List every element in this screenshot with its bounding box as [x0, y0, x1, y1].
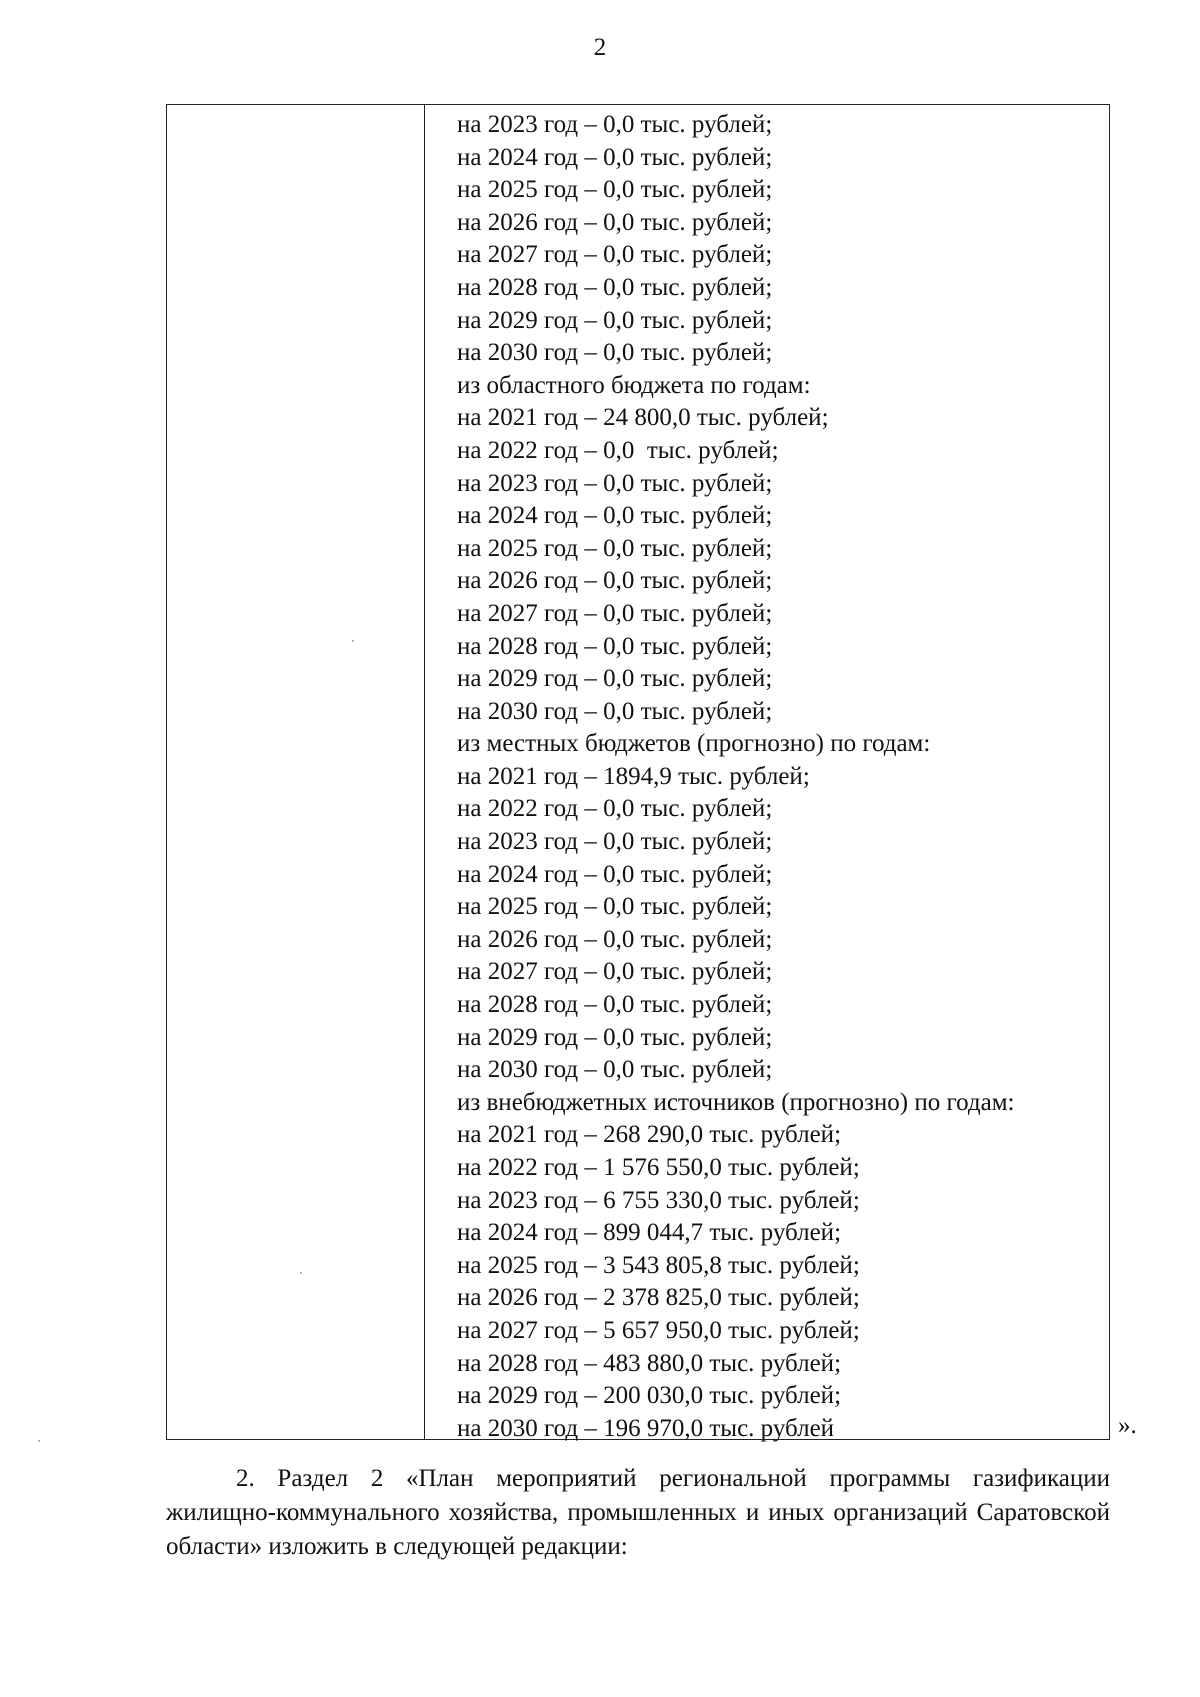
- table-line: на 2027 год – 0,0 тыс. рублей;: [457, 958, 773, 986]
- table-line: на 2023 год – 0,0 тыс. рублей;: [457, 469, 773, 497]
- table-line: на 2025 год – 0,0 тыс. рублей;: [457, 534, 773, 562]
- table-line: на 2021 год – 1894,9 тыс. рублей;: [457, 762, 810, 790]
- table-line: на 2023 год – 0,0 тыс. рублей;: [457, 111, 773, 138]
- table-line: на 2028 год – 0,0 тыс. рублей;: [457, 991, 773, 1019]
- table-line: на 2021 год – 268 290,0 тыс. рублей;: [457, 1121, 842, 1149]
- closing-quote: ».: [1118, 1412, 1137, 1439]
- table-line: на 2021 год – 24 800,0 тыс. рублей;: [457, 404, 829, 432]
- table-line: на 2023 год – 6 755 330,0 тыс. рублей;: [457, 1186, 860, 1214]
- page-number: 2: [593, 34, 607, 61]
- table-line: на 2025 год – 3 543 805,8 тыс. рублей;: [457, 1251, 860, 1279]
- scan-speck: [352, 640, 354, 642]
- body-paragraph: 2. Раздел 2 «План мероприятий региональной программы газификации жилищно-коммунального хозяйства, промышленных и иных организаций Саратовской области» изложить в следующей редакции:: [166, 1465, 1110, 1560]
- table-line: на 2029 год – 0,0 тыс. рублей;: [457, 1023, 773, 1051]
- table-line: на 2024 год – 0,0 тыс. рублей;: [457, 143, 773, 171]
- table-line: из областного бюджета по годам:: [457, 371, 811, 399]
- scan-speck: [38, 1440, 40, 1442]
- table-line: из внебюджетных источников (прогнозно) по годам:: [457, 1088, 1015, 1116]
- table-line: на 2024 год – 0,0 тыс. рублей;: [457, 502, 773, 530]
- funding-table: [166, 104, 1110, 1440]
- table-line: на 2022 год – 0,0 тыс. рублей;: [457, 795, 773, 823]
- table-line: на 2027 год – 0,0 тыс. рублей;: [457, 599, 773, 627]
- table-line: на 2030 год – 196 970,0 тыс. рублей: [457, 1414, 835, 1442]
- table-line: на 2029 год – 0,0 тыс. рублей;: [457, 306, 773, 334]
- table-column-divider: [424, 105, 425, 1439]
- table-line: на 2030 год – 0,0 тыс. рублей;: [457, 339, 773, 367]
- table-line: на 2026 год – 0,0 тыс. рублей;: [457, 925, 773, 953]
- table-line: на 2026 год – 2 378 825,0 тыс. рублей;: [457, 1284, 860, 1312]
- table-line: на 2028 год – 483 880,0 тыс. рублей;: [457, 1349, 842, 1377]
- table-line: на 2025 год – 0,0 тыс. рублей;: [457, 176, 773, 204]
- table-line: на 2030 год – 0,0 тыс. рублей;: [457, 1056, 773, 1084]
- table-line: из местных бюджетов (прогнозно) по годам:: [457, 730, 931, 758]
- table-line: на 2029 год – 200 030,0 тыс. рублей;: [457, 1382, 842, 1410]
- table-line: на 2022 год – 1 576 550,0 тыс. рублей;: [457, 1154, 860, 1181]
- table-line: на 2029 год – 0,0 тыс. рублей;: [457, 665, 773, 693]
- table-line: на 2028 год – 0,0 тыс. рублей;: [457, 632, 773, 660]
- table-left-cell: [167, 105, 424, 1439]
- table-line: на 2026 год – 0,0 тыс. рублей;: [457, 208, 773, 236]
- table-right-cell: [457, 109, 1101, 1445]
- table-line: на 2026 год – 0,0 тыс. рублей;: [457, 567, 773, 595]
- table-line: на 2022 год – 0,0 тыс. рублей;: [457, 436, 779, 464]
- table-line: на 2030 год – 0,0 тыс. рублей;: [457, 697, 773, 725]
- table-line: на 2028 год – 0,0 тыс. рублей;: [457, 273, 773, 301]
- table-line: на 2024 год – 0,0 тыс. рублей;: [457, 860, 773, 888]
- table-line: на 2027 год – 0,0 тыс. рублей;: [457, 241, 773, 269]
- table-line: на 2024 год – 899 044,7 тыс. рублей;: [457, 1219, 842, 1247]
- table-line: на 2027 год – 5 657 950,0 тыс. рублей;: [457, 1316, 860, 1344]
- table-line: на 2025 год – 0,0 тыс. рублей;: [457, 893, 773, 921]
- table-line: на 2023 год – 0,0 тыс. рублей;: [457, 828, 773, 856]
- scan-speck: [300, 1272, 302, 1274]
